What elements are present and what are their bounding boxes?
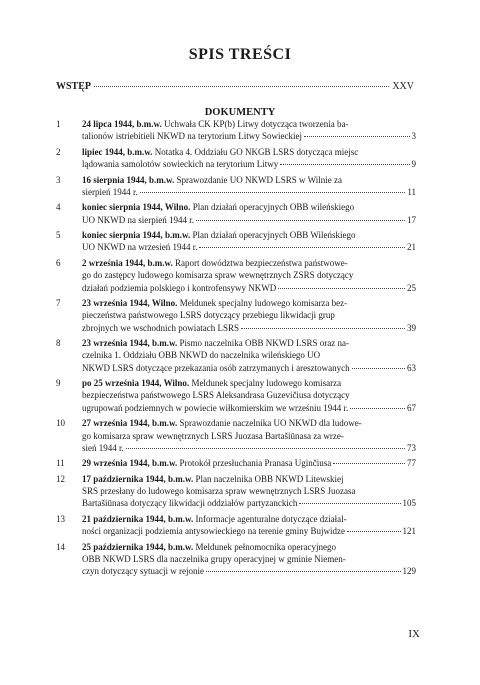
- entry-page: 67: [407, 402, 416, 413]
- dot-leader: [94, 86, 389, 87]
- entry-description: zbrojnych we wschodnich powiatach LSRS: [82, 322, 239, 333]
- entry-line: [82, 130, 416, 142]
- entry-line: [82, 402, 416, 414]
- entry-description: Meldunek specjalny ludowego komisarza bez-: [179, 297, 348, 308]
- toc-entry[interactable]: [56, 337, 416, 374]
- entry-number: 4: [56, 202, 61, 213]
- toc-entry[interactable]: [56, 174, 416, 199]
- entry-text: [82, 201, 416, 226]
- toc-entry[interactable]: [56, 229, 416, 254]
- entry-page: 121: [402, 526, 416, 537]
- entry-text: [82, 146, 416, 171]
- dot-leader: [333, 463, 405, 464]
- intro-label: WSTĘP: [56, 81, 92, 92]
- dot-leader: [280, 164, 409, 165]
- toc-entry[interactable]: [56, 457, 416, 469]
- entry-line: [82, 430, 416, 442]
- entry-number: 13: [56, 513, 65, 524]
- entry-description: Protokół przesłuchania Pranasa Uginčiusa: [179, 458, 332, 469]
- page-title: SPIS TREŚCI: [188, 46, 292, 63]
- entry-date: 21 października 1944, b.m.w.: [82, 513, 194, 524]
- toc-entry[interactable]: [56, 146, 416, 171]
- entry-description: czelnika 1. Oddziału OBB NKWD do naczelnika wileńskiego UO: [82, 350, 321, 361]
- entry-text: [82, 174, 416, 199]
- entry-description: Raport dowództwa bezpieczeństwa państwowe-: [175, 257, 348, 268]
- entry-description: czyn dotyczący sytuacji w rejonie: [82, 566, 204, 577]
- dot-leader: [299, 503, 400, 504]
- entry-text: [82, 257, 416, 294]
- entry-description: UO NKWD na sierpień 1944 r.: [82, 214, 194, 225]
- dot-leader: [126, 448, 405, 449]
- entry-date: 2 września 1944, b.m.w.: [82, 257, 173, 268]
- entry-page: 39: [407, 322, 416, 333]
- entry-description: Plan działań operacyjnych OBB wileńskiego: [192, 202, 355, 213]
- entry-date: koniec sierpnia 1944, Wilno.: [82, 202, 191, 213]
- dot-leader: [241, 328, 405, 329]
- entry-description: Pismo naczelnika OBB NKWD LSRS oraz na-: [179, 338, 349, 349]
- entry-text: [82, 118, 416, 143]
- entry-description: NKWD LSRS dotyczące przekazania osób zatrzymanych i aresztowanych: [82, 362, 350, 373]
- entry-description: Meldunek specjalny ludowego komisarza: [191, 378, 342, 389]
- entry-description: sień 1944 r.: [82, 442, 124, 453]
- entry-line: [82, 442, 416, 454]
- entry-date: 23 września 1944, Wilno.: [82, 297, 178, 308]
- entry-text: [82, 377, 416, 414]
- entry-number: 5: [56, 230, 61, 241]
- entry-line: [82, 349, 416, 361]
- entry-line: [82, 241, 416, 253]
- entry-description: działań podziemia polskiego i kontrofensywy NKWD: [82, 282, 277, 293]
- entry-text: [82, 457, 416, 469]
- entry-line: [82, 497, 416, 509]
- toc-entry[interactable]: [56, 417, 416, 454]
- entry-line: [82, 201, 416, 213]
- entry-page: 9: [411, 159, 416, 170]
- entry-description: ugrupowań podziemnych w powiecie wiłkomierskim we wrześniu 1944 r.: [82, 402, 349, 413]
- entry-line: [82, 174, 416, 186]
- page-number: IX: [408, 628, 420, 640]
- entry-line: [82, 377, 416, 389]
- entry-line: [82, 337, 416, 349]
- toc-entry[interactable]: [56, 257, 416, 294]
- entry-page: 129: [402, 566, 416, 577]
- toc-entry[interactable]: [56, 541, 416, 578]
- entry-description: bezpieczeństwa państwowego LSRS Aleksandrasa Guzevičiusa dotyczący: [82, 390, 350, 401]
- section-heading: DOKUMENTY: [204, 107, 276, 118]
- entry-text: [82, 337, 416, 374]
- entry-page: 3: [411, 131, 416, 142]
- entry-line: [82, 146, 416, 158]
- entry-description: OBB NKWD LSRS dla naczelnika grupy operacyjnej w gminie Niemen-: [82, 553, 346, 564]
- entry-description: UO NKWD na wrzesień 1944 r.: [82, 242, 198, 253]
- entry-line: [82, 309, 416, 321]
- entry-date: 23 września 1944, b.m.w.: [82, 338, 178, 349]
- entry-description: Meldunek pełnomocnika operacyjnego: [195, 541, 336, 552]
- entry-line: [82, 525, 416, 537]
- toc-entry[interactable]: [56, 473, 416, 510]
- toc-entry[interactable]: [56, 118, 416, 143]
- entry-description: Uchwała CK KP(b) Litwy dotycząca tworzenia ba-: [164, 119, 349, 129]
- entry-number: 3: [56, 174, 61, 185]
- entry-description: Informacje agenturalne dotyczące działal-: [195, 513, 347, 524]
- entry-description: pieczeństwa państwowego LSRS dotyczący przebiegu likwidacji grup: [82, 310, 335, 321]
- entry-number: 7: [56, 297, 61, 308]
- entry-line: [82, 362, 416, 374]
- entry-page: 11: [407, 186, 416, 197]
- entry-text: [82, 229, 416, 254]
- entry-date: lipiec 1944, b.m.w.: [82, 146, 153, 157]
- toc-entry[interactable]: [56, 513, 416, 538]
- entry-page: 21: [407, 242, 416, 253]
- entry-number: 9: [56, 378, 61, 389]
- entry-description: go do zastępcy ludowego komisarza spraw wewnętrznych ZSRS dotyczący: [82, 270, 354, 281]
- entry-number: 1: [56, 119, 61, 129]
- entry-number: 12: [56, 473, 65, 484]
- entry-page: 17: [407, 214, 416, 225]
- entry-page: 77: [407, 458, 416, 469]
- entry-description: ności organizacji podziemia antysowieckiego na terenie gminy Bujwidze: [82, 526, 345, 537]
- entry-page: 105: [402, 498, 416, 509]
- entry-line: [82, 282, 416, 294]
- entry-line: [82, 322, 416, 334]
- entry-date: 17 października 1944, b.m.w.: [82, 473, 194, 484]
- entry-description: SRS przesłany do ludowego komisarza spraw wewnętrznych LSRS Juozasa: [82, 486, 356, 497]
- entry-description: go komisarza spraw wewnętrznych LSRS Juozasa Bartašiūnasa za wrze-: [82, 430, 344, 441]
- entry-page: 25: [407, 282, 416, 293]
- entry-line: [82, 297, 416, 309]
- dot-leader: [140, 192, 406, 193]
- entry-number: 10: [56, 418, 65, 429]
- entry-line: [82, 389, 416, 401]
- entry-number: 14: [56, 541, 65, 552]
- entry-description: Sprawozdanie UO NKWD LSRS w Wilnie za: [176, 174, 342, 185]
- entry-description: lądowania samolotów sowieckich na terytorium Litwy: [82, 159, 279, 170]
- toc-entry[interactable]: [56, 201, 416, 226]
- entry-line: [82, 457, 416, 469]
- dot-leader: [206, 571, 401, 572]
- dot-leader: [352, 368, 405, 369]
- entry-date: koniec sierpnia 1944, b.m.w.: [82, 230, 191, 241]
- toc-entry[interactable]: [56, 377, 416, 414]
- entry-number: 11: [56, 458, 65, 469]
- entry-line: [82, 513, 416, 525]
- entry-page: 73: [407, 442, 416, 453]
- dot-leader: [196, 220, 405, 221]
- entry-description: talionów istriebitieli NKWD na terytorium Litwy Sowieckiej: [82, 131, 302, 142]
- entry-number: 8: [56, 338, 61, 349]
- entry-line: [82, 565, 416, 577]
- intro-page: XXV: [392, 81, 414, 92]
- entry-text: [82, 297, 416, 334]
- entry-line: [82, 214, 416, 226]
- entry-description: Plan działań operacyjnych OBB Wileńskiego: [192, 230, 356, 241]
- entry-date: 24 lipca 1944, b.m.w.: [82, 119, 162, 129]
- entry-description: Plan naczelnika OBB NKWD Litewskiej: [195, 473, 344, 484]
- entry-line: [82, 186, 416, 198]
- entry-number: 2: [56, 146, 61, 157]
- entry-text: [82, 417, 416, 454]
- entry-date: 29 września 1944, b.m.w.: [82, 458, 178, 469]
- toc-entry[interactable]: [56, 297, 416, 334]
- toc-list: [56, 118, 416, 581]
- entry-line: [82, 541, 416, 553]
- dot-leader: [199, 247, 405, 248]
- dot-leader: [304, 136, 410, 137]
- entry-description: Sprawozdanie naczelnika UO NKWD dla ludowe-: [179, 418, 362, 429]
- entry-text: [82, 513, 416, 538]
- entry-line: [82, 473, 416, 485]
- entry-page: 63: [407, 362, 416, 373]
- entry-line: [82, 269, 416, 281]
- entry-description: sierpień 1944 r.: [82, 186, 138, 197]
- entry-text: [82, 541, 416, 578]
- entry-number: 6: [56, 257, 61, 268]
- entry-line: [82, 417, 416, 429]
- dot-leader: [347, 531, 401, 532]
- entry-line: [82, 553, 416, 565]
- dot-leader: [278, 288, 405, 289]
- entry-line: [82, 118, 416, 130]
- entry-line: [82, 257, 416, 269]
- intro-entry[interactable]: [56, 81, 414, 92]
- entry-date: 27 września 1944, b.m.w.: [82, 418, 178, 429]
- dot-leader: [350, 408, 405, 409]
- entry-line: [82, 485, 416, 497]
- entry-description: Bartašiūnasa dotyczący likwidacji oddziałów partyzanckich: [82, 498, 298, 509]
- entry-date: 16 sierpnia 1944, b.m.w.: [82, 174, 175, 185]
- entry-description: Notatka 4. Oddziału GO NKGB LSRS dotycząca miejsc: [154, 146, 359, 157]
- entry-line: [82, 229, 416, 241]
- entry-text: [82, 473, 416, 510]
- entry-date: 25 października 1944, b.m.w.: [82, 541, 194, 552]
- entry-line: [82, 158, 416, 170]
- entry-date: po 25 września 1944, Wilno.: [82, 378, 190, 389]
